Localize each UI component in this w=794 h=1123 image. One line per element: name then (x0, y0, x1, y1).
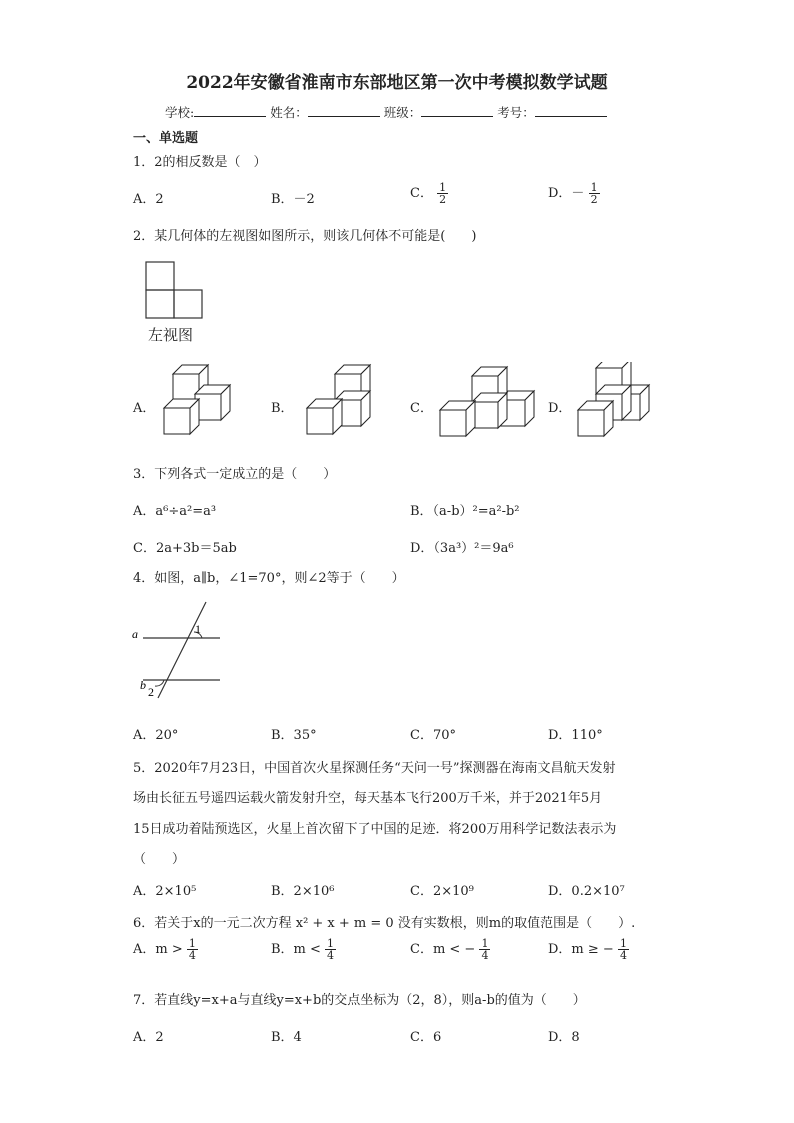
q2-stem: 2．某几何体的左视图如图所示，则该几何体不可能是( ) (133, 229, 477, 244)
student-info-line (165, 103, 607, 121)
q5-line-3: 15日成功着陆预选区，火星上首次留下了中国的足迹．将200万用科学记数法表示为 (133, 822, 617, 837)
q7-option-d[interactable]: D．8 (548, 1030, 580, 1045)
q6-d-label: D．m ≥ − (548, 942, 614, 957)
q2-option-c[interactable]: C． (410, 401, 433, 416)
q6-c-fraction: $\frac{1}{4}$ (481, 937, 489, 962)
label-angle-1: 1 (195, 622, 201, 636)
q6-option-d[interactable] (548, 938, 629, 961)
q6-b-label: B．m < (271, 942, 321, 957)
page-title: 2022年安徽省淮南市东部地区第一次中考模拟数学试题 (186, 73, 608, 93)
q6-stem: 6．若关于x的一元二次方程 x² + x + m = 0 没有实数根，则m的取值范围是（ ）. (133, 916, 636, 931)
section-heading: 一、单选题 (133, 131, 199, 146)
name-blank[interactable] (308, 104, 380, 117)
cube-face (307, 408, 333, 434)
q7-option-a[interactable]: A．2 (133, 1030, 164, 1045)
label-b: b (140, 678, 146, 692)
q5-line-4: （ ） (133, 852, 186, 867)
name-label: 姓名： (270, 105, 308, 120)
number-blank[interactable] (535, 104, 607, 117)
label-a: a (132, 627, 138, 641)
q2-option-b[interactable]: B． (271, 401, 294, 416)
q1-c-label: C． (410, 186, 433, 201)
q6-option-a[interactable] (133, 938, 198, 961)
q5-line-2: 场由长征五号遥四运载火箭发射升空，每天基本飞行200万千米，并于2021年5月 (133, 791, 603, 806)
q5-option-d[interactable]: D．0.2×10⁷ (548, 884, 625, 899)
q2-option-a[interactable]: A． (133, 401, 156, 416)
q3-option-d[interactable]: D．（3a³）²＝9a⁶ (410, 541, 514, 556)
q4-stem: 4．如图，a∥b，∠1=70°，则∠2等于（ ） (133, 571, 405, 586)
q5-line-1: 5．2020年7月23日，中国首次火星探测任务“天问一号”探测器在海南文昌航天发射 (133, 761, 616, 776)
label-angle-2: 2 (148, 685, 154, 699)
class-blank[interactable] (421, 104, 493, 117)
q2-solid-b (295, 362, 380, 442)
q1-option-d[interactable] (548, 182, 600, 205)
q4-option-d[interactable]: D．110° (548, 728, 603, 743)
left-view-label: 左视图 (148, 326, 194, 344)
q1-stem: 1．2的相反数是（ ） (133, 155, 267, 170)
q6-option-b[interactable] (271, 938, 336, 961)
q1-d-label: D．－ (548, 186, 585, 201)
school-label: 学校: (165, 105, 195, 120)
q7-stem: 7．若直线y=x+a与直线y=x+b的交点坐标为（2，8），则a-b的值为（ ） (133, 993, 586, 1008)
cube-face (164, 408, 190, 434)
school-blank[interactable] (194, 104, 266, 117)
q6-d-fraction: $\frac{1}{4}$ (619, 937, 627, 962)
q3-option-c[interactable]: C．2a+3b＝5ab (133, 541, 237, 556)
q2-solid-a (155, 362, 240, 442)
left-view-figure (140, 258, 210, 323)
q4-option-b[interactable]: B．35° (271, 728, 317, 743)
q4-option-a[interactable]: A．20° (133, 728, 179, 743)
cube-face (472, 402, 498, 428)
q6-a-label: A．m > (133, 942, 183, 957)
q5-option-c[interactable]: C．2×10⁹ (410, 884, 474, 899)
q1-c-fraction: $\frac{1}{2}$ (439, 181, 447, 206)
q7-option-b[interactable]: B．4 (271, 1030, 302, 1045)
q1-option-b[interactable]: B．－2 (271, 192, 315, 207)
class-label: 班级： (383, 105, 422, 120)
q1-d-fraction: $\frac{1}{2}$ (590, 181, 598, 206)
cube-face (440, 410, 466, 436)
q4-option-c[interactable]: C．70° (410, 728, 456, 743)
cube-face (578, 410, 604, 436)
q3-option-b[interactable]: B．（a-b）²=a²-b² (410, 504, 520, 519)
q6-b-fraction: $\frac{1}{4}$ (327, 937, 335, 962)
q2-solid-d (570, 362, 660, 442)
q1-option-a[interactable]: A．2 (133, 192, 164, 207)
q2-solid-c (432, 362, 542, 442)
q6-c-label: C．m < − (410, 942, 476, 957)
q5-option-b[interactable]: B．2×10⁶ (271, 884, 335, 899)
number-label: 考号： (497, 105, 535, 120)
q3-stem: 3．下列各式一定成立的是（ ） (133, 467, 337, 482)
q6-option-c[interactable] (410, 938, 490, 961)
q7-option-c[interactable]: C．6 (410, 1030, 442, 1045)
q5-option-a[interactable]: A．2×10⁵ (133, 884, 197, 899)
q1-option-c[interactable] (410, 182, 448, 205)
parallel-lines-figure (128, 596, 228, 701)
q2-option-d[interactable]: D． (548, 401, 572, 416)
q6-a-fraction: $\frac{1}{4}$ (188, 937, 196, 962)
q3-option-a[interactable]: A．a⁶÷a²=a³ (133, 504, 217, 519)
